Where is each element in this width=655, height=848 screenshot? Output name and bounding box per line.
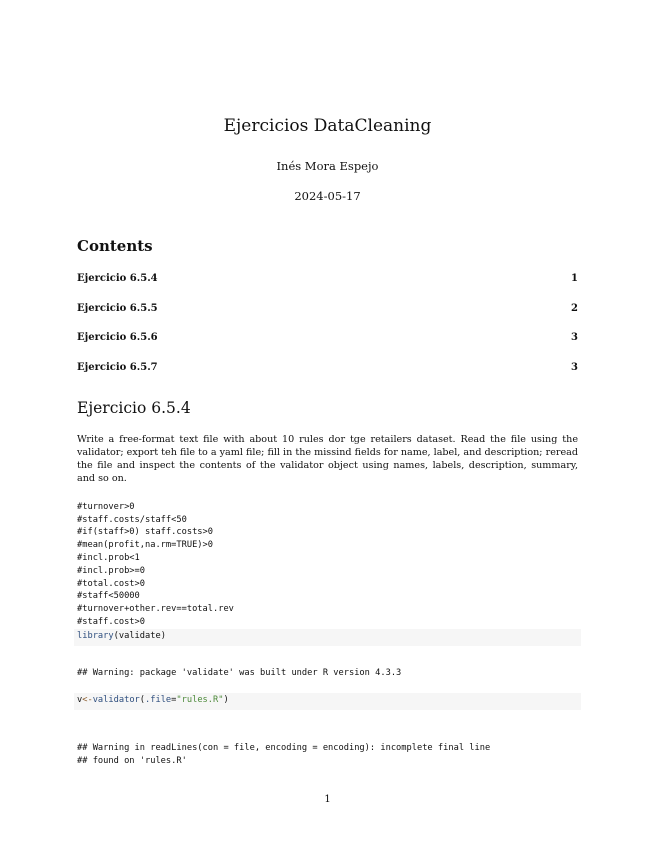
toc-item-label: Ejercicio 6.5.6 — [77, 332, 158, 343]
toc-item[interactable] — [77, 273, 578, 287]
toc-item[interactable] — [77, 332, 578, 346]
code-variable: v — [77, 695, 83, 705]
toc-item-label: Ejercicio 6.5.4 — [77, 273, 158, 284]
code-argument: (validate) — [113, 631, 166, 641]
rules-line: #if(staff>0) staff.costs>0 — [77, 527, 213, 538]
code-equals: = — [171, 695, 177, 705]
rules-line: #turnover+other.rev==total.rev — [77, 604, 234, 615]
toc-item-label: Ejercicio 6.5.5 — [77, 303, 158, 314]
rules-line: #staff<50000 — [77, 591, 140, 602]
code-parameter: .file — [145, 695, 172, 705]
warning-output: ## Warning: package 'validate' was built under R version 4.3.3 — [77, 668, 402, 678]
section-heading: Ejercicio 6.5.4 — [77, 399, 191, 417]
code-chunk-validator — [74, 693, 581, 710]
rules-line: #incl.prob>=0 — [77, 565, 145, 576]
rules-line: #staff.cost>0 — [77, 616, 145, 627]
code-function: validator — [92, 695, 140, 705]
code-function: library — [77, 631, 114, 641]
rules-line: #staff.costs/staff<50 — [77, 514, 187, 525]
toc-item-page: 2 — [571, 303, 578, 314]
rules-line: #incl.prob<1 — [77, 552, 140, 563]
warning-output — [77, 729, 490, 780]
toc-item-page: 1 — [571, 273, 578, 284]
toc-item-page: 3 — [571, 332, 578, 343]
toc-item-label: Ejercicio 6.5.7 — [77, 362, 158, 373]
document-author: Inés Mora Espejo — [276, 159, 379, 173]
toc-item[interactable] — [77, 362, 578, 376]
section-paragraph: Write a free-format text file with about 10 rules dor tge retailers dataset. Read the file using the validator; export teh file to a yaml file; fill in the missind fields for name, label, and description; reread the file and inspect the contents of the validator object using names, labels, description, summary, and so on. — [77, 434, 578, 484]
rules-output — [77, 488, 234, 642]
document-title: Ejercicios DataCleaning — [223, 116, 432, 136]
toc-item[interactable] — [77, 303, 578, 317]
code-paren: ) — [223, 695, 229, 705]
rules-line: #mean(profit,na.rm=TRUE)>0 — [77, 540, 213, 551]
rules-line: #total.cost>0 — [77, 578, 145, 589]
warning-line: ## found on 'rules.R' — [77, 755, 187, 766]
code-chunk-library — [74, 629, 581, 646]
code-string: "rules.R" — [176, 695, 224, 705]
page-number: 1 — [324, 794, 331, 805]
code-paren: ( — [139, 695, 146, 705]
code-operator: <- — [82, 695, 93, 705]
contents-heading: Contents — [77, 237, 153, 255]
rules-line: #turnover>0 — [77, 501, 135, 512]
toc-item-page: 3 — [571, 362, 578, 373]
warning-line: ## Warning in readLines(con = file, encoding = encoding): incomplete final line — [77, 742, 491, 753]
document-date: 2024-05-17 — [294, 189, 361, 203]
